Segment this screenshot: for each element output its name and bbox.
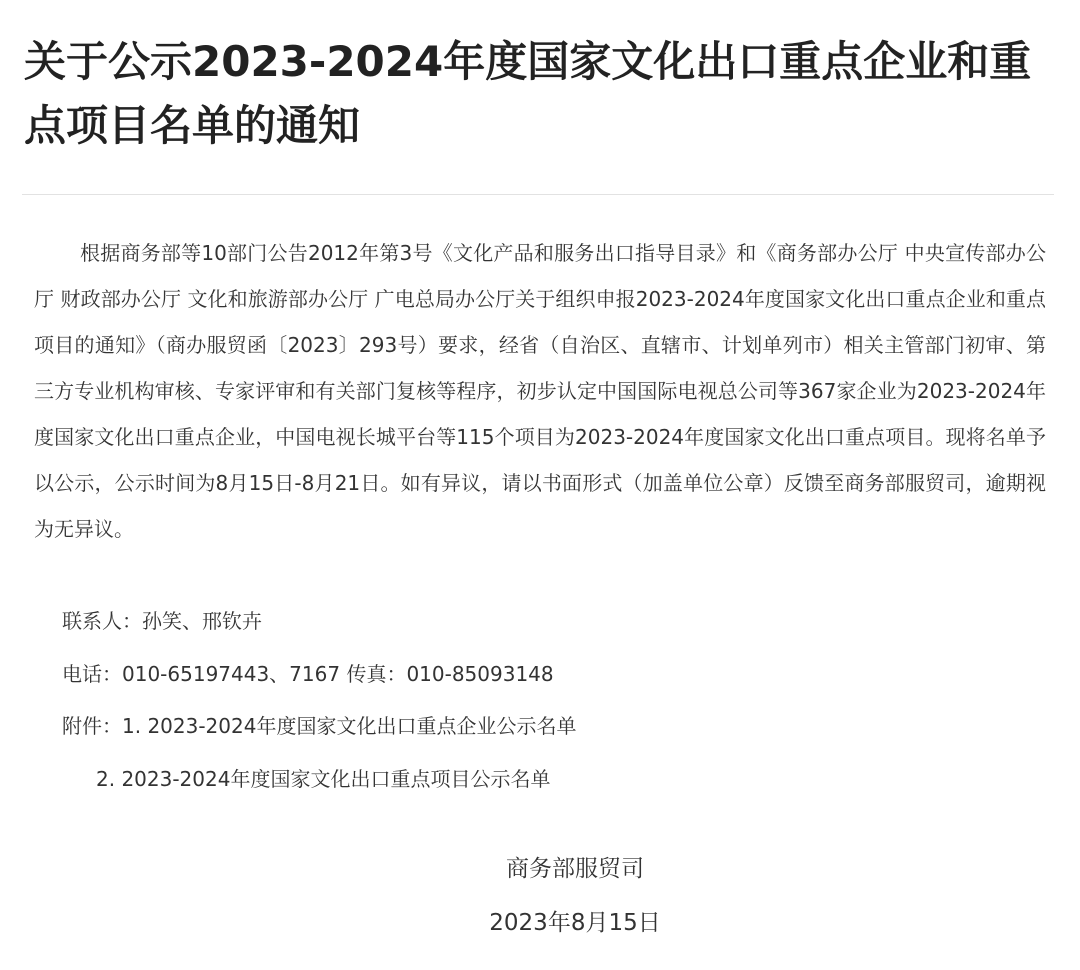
notice-body: 根据商务部等10部门公告2012年第3号《文化产品和服务出口指导目录》和《商务部办公厅 中央宣传部办公厅 财政部办公厅 文化和旅游部办公厅 广电总局办公厅关于组织申报2023-2024年度国家文化出口重点企业和重点项目的通知》（商办服贸函〔2023〕293号）要求，经省（自治区、直辖市、计划单列市）相关主管部门初审、第三方专业机构审核、专家评审和有关部门复核等程序，初步认定中国国际电视总公司等367家企业为2023-2024年度国家文化出口重点企业，中国电视长城平台等115个项目为2023-2024年度国家文化出口重点项目。现将名单予以公示，公示时间为8月15日-8月21日。如有异议，请以书面形式（加盖单位公章）反馈至商务部服贸司，逾期视为无异议。 [34, 241, 1046, 541]
issue-date: 2023年8月15日 [489, 910, 661, 936]
attachment-1: 附件：1. 2023-2024年度国家文化出口重点企业公示名单 [62, 714, 577, 738]
title-divider [22, 194, 1054, 195]
attachment-2: 2. 2023-2024年度国家文化出口重点项目公示名单 [96, 767, 551, 791]
contact-phone-fax: 电话：010-65197443、7167 传真：010-85093148 [62, 662, 554, 686]
page-title: 关于公示2023-2024年度国家文化出口重点企业和重点项目名单的通知 [24, 37, 1032, 150]
contact-person: 联系人：孙笑、邢钦卉 [62, 609, 262, 633]
issuer-signature: 商务部服贸司 [506, 856, 644, 882]
